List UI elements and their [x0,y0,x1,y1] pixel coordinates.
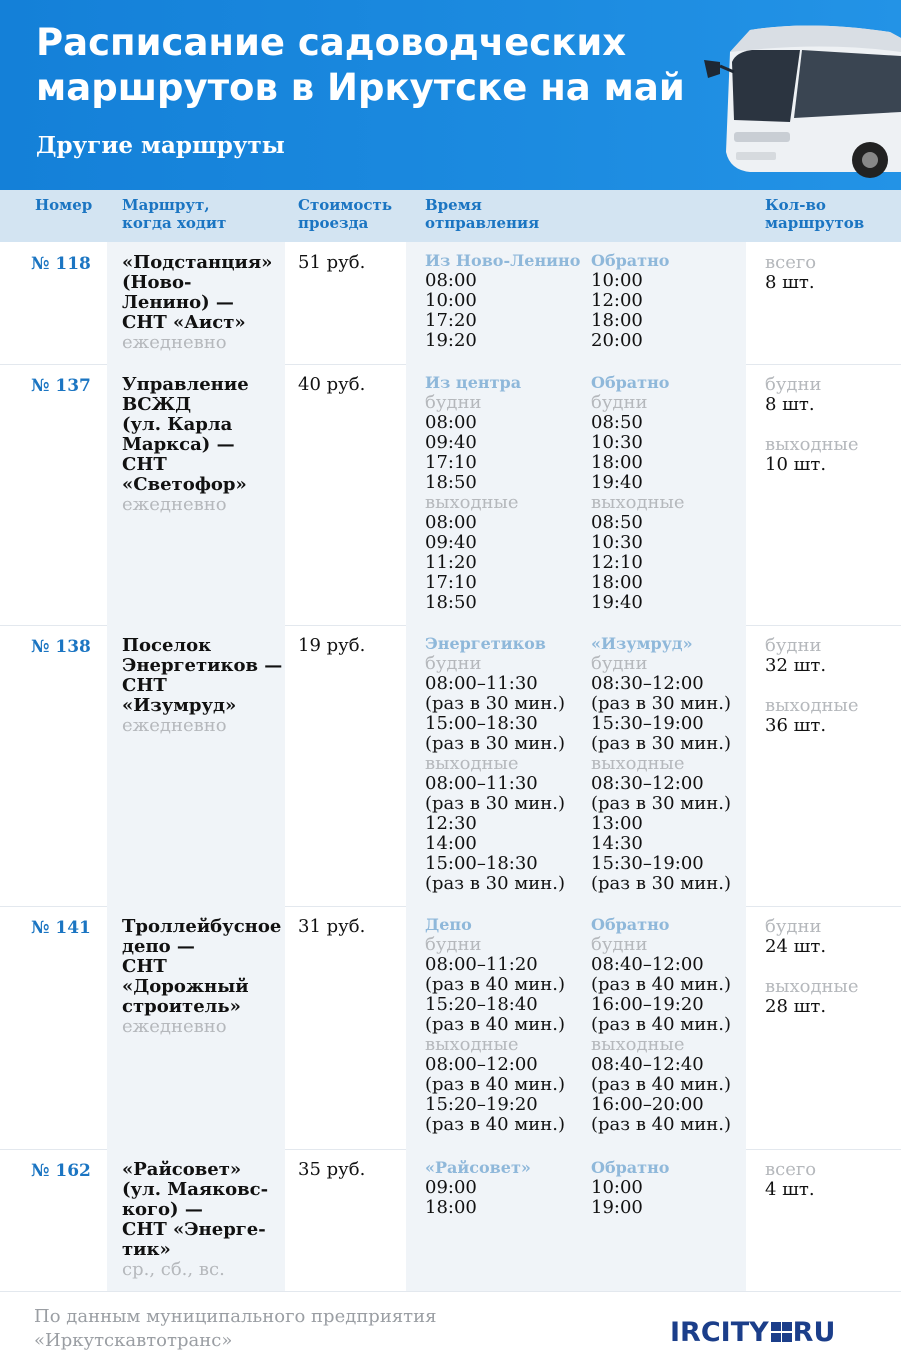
route-price: 31 руб. [298,916,366,937]
route-days: ежедневно [122,1016,227,1037]
route-name-line: строитель» [122,996,241,1017]
route-count [765,636,859,736]
direction-title: Из Ново-Ленино [425,251,581,270]
departure-time: 19:40 [591,472,643,493]
day-type-label: выходные [591,492,685,513]
route-days: ежедневно [122,494,227,515]
route-name-line: СНТ «Аист» [122,312,246,333]
departure-time: 17:10 [425,452,477,473]
count-value: 4 шт. [765,1179,815,1200]
count-label: выходные [765,976,859,997]
route-name-line: (ул. Карла [122,414,233,435]
header-banner [0,0,901,190]
day-type-label: будни [591,934,648,955]
departure-times-return [591,915,731,1135]
departure-time: 15:20–19:20 [425,1094,538,1115]
departure-time: 10:00 [425,290,477,311]
route-number: № 138 [31,637,91,657]
route-name [122,253,272,353]
departure-time: 08:00–11:30 [425,673,538,694]
departure-time: 18:00 [591,572,643,593]
route-name-line: (Ново- [122,272,192,293]
count-label: всего [765,1159,817,1180]
route-count [765,253,816,293]
logo-squares-icon [769,1321,793,1343]
departure-time: 17:20 [425,310,477,331]
departure-time: 08:30–12:00 [591,673,704,694]
departure-times-outbound [425,373,521,613]
direction-title: «Райсовет» [425,1158,531,1177]
departure-time: 19:00 [591,1197,643,1218]
departure-times-outbound [425,915,565,1135]
col-route [122,196,226,232]
day-type-label: выходные [425,492,519,513]
route-name-line: СНТ [122,956,167,977]
departure-times-outbound [425,1158,531,1218]
direction-title: Обратно [591,251,670,270]
route-name [122,636,282,736]
departure-times-return [591,634,731,894]
departure-time: (раз в 30 мин.) [425,873,566,894]
count-value: 8 шт. [765,394,815,415]
day-type-label: будни [425,392,482,413]
col-count [765,196,864,232]
direction-title: Из центра [425,373,522,392]
departure-time: 16:00–19:20 [591,994,704,1015]
departure-time: 16:00–20:00 [591,1094,704,1115]
table-row [0,242,901,365]
source-note-line-2: «Иркутскавтотранс» [34,1330,233,1351]
direction-title: Обратно [591,373,670,392]
route-name-line: кого) — [122,1199,203,1220]
route-name-line: «Изумруд» [122,695,237,716]
page-title-line-2: маршрутов в Иркутске на май [36,66,685,109]
departure-time: 10:00 [591,270,643,291]
count-value: 24 шт. [765,936,827,957]
count-value: 10 шт. [765,454,827,475]
departure-time: (раз в 30 мин.) [425,793,566,814]
day-type-label: выходные [425,753,519,774]
route-name-line: СНТ [122,675,167,696]
source-note [34,1305,437,1353]
departure-time: 15:00–18:30 [425,853,538,874]
departure-time: (раз в 30 мин.) [591,693,732,714]
source-note-line-1: По данным муниципального предприятия [34,1306,437,1327]
departure-time: 08:40–12:00 [591,954,704,975]
direction-title: Энергетиков [425,634,546,653]
day-type-label: будни [591,653,648,674]
departure-time: (раз в 40 мин.) [591,1014,732,1035]
departure-time: (раз в 30 мин.) [591,873,732,894]
direction-title: Депо [425,915,472,934]
route-name-line: Поселок [122,635,212,656]
route-name [122,375,249,515]
route-name-line: «Дорожный [122,976,249,997]
departure-time: 18:50 [425,472,477,493]
departure-time: 10:30 [591,532,643,553]
departure-time: (раз в 40 мин.) [591,974,732,995]
day-type-label: выходные [591,1034,685,1055]
departure-time: 18:00 [591,452,643,473]
direction-title: Обратно [591,1158,670,1177]
route-days: ежедневно [122,332,227,353]
departure-time: 10:30 [591,432,643,453]
departure-time: 09:00 [425,1177,477,1198]
route-name-line: СНТ «Энерге- [122,1219,266,1240]
route-name-line: ВСЖД [122,394,192,415]
route-number: № 141 [31,918,91,938]
logo-left-text: IRCITY [670,1317,769,1348]
route-price: 35 руб. [298,1159,366,1180]
departure-time: (раз в 30 мин.) [425,693,566,714]
route-price: 51 руб. [298,252,366,273]
route-name-line: «Подстанция» [122,252,273,273]
route-name-line: Троллейбусное [122,916,282,937]
route-price: 40 руб. [298,374,366,395]
route-name-line: «Райсовет» [122,1159,242,1180]
day-type-label: будни [591,392,648,413]
departure-times-outbound [425,634,565,894]
departure-time: 19:40 [591,592,643,613]
route-name-line: Энергетиков — [122,655,283,676]
col-price [298,196,392,232]
route-name-line: СНТ [122,454,167,475]
departure-time: 08:00–11:20 [425,954,538,975]
route-name-line: тик» [122,1239,171,1260]
col-count-line-2: маршрутов [765,214,865,232]
col-route-line-2: когда ходит [122,214,227,232]
departure-time: (раз в 40 мин.) [425,974,566,995]
departure-time: 18:50 [425,592,477,613]
departure-time: 18:00 [425,1197,477,1218]
col-route-line-1: Маршрут, [122,196,210,214]
route-name-line: Ленино) — [122,292,234,313]
route-name [122,917,281,1037]
count-value: 28 шт. [765,996,827,1017]
day-type-label: выходные [425,1034,519,1055]
departure-time: 17:10 [425,572,477,593]
departure-time: (раз в 40 мин.) [591,1074,732,1095]
departure-time: 18:00 [591,310,643,331]
departure-time: (раз в 40 мин.) [425,1014,566,1035]
departure-time: 08:50 [591,412,643,433]
direction-title: Обратно [591,915,670,934]
route-days: ежедневно [122,715,227,736]
departure-time: (раз в 40 мин.) [591,1114,732,1135]
departure-time: 13:00 [591,813,643,834]
page-title-line-1: Расписание садоводческих [36,21,627,64]
departure-time: 15:30–19:00 [591,713,704,734]
count-label: будни [765,916,822,937]
table-header [0,190,901,242]
departure-time: 15:00–18:30 [425,713,538,734]
col-time-line-1: Время [425,196,482,214]
route-number: № 162 [31,1161,91,1181]
route-name-line: Управление [122,374,249,395]
route-name [122,1160,268,1280]
departure-times-return [591,373,685,613]
count-value: 36 шт. [765,715,827,736]
route-number: № 118 [31,254,91,274]
departure-time: 12:00 [591,290,643,311]
route-name-line: депо — [122,936,195,957]
day-type-label: будни [425,653,482,674]
table-row [0,364,901,626]
departure-time: 08:00 [425,412,477,433]
ircity-logo [670,1317,835,1348]
departure-time: (раз в 30 мин.) [591,733,732,754]
departure-time: (раз в 30 мин.) [591,793,732,814]
day-type-label: будни [425,934,482,955]
departure-time: 11:20 [425,552,477,573]
col-price-line-2: проезда [298,214,369,232]
day-type-label: выходные [591,753,685,774]
bus-icon [690,12,901,182]
departure-times-outbound [425,251,580,351]
page-title [36,20,696,110]
departure-time: 08:30–12:00 [591,773,704,794]
departure-time: 10:00 [591,1177,643,1198]
departure-time: (раз в 40 мин.) [425,1074,566,1095]
route-days: ср., сб., вс. [122,1259,225,1280]
page-subtitle: Другие маршруты [36,132,285,159]
route-count [765,917,859,1017]
col-price-line-1: Стоимость [298,196,393,214]
departure-time: 08:00–11:30 [425,773,538,794]
col-number: Номер [35,196,93,214]
count-label: выходные [765,695,859,716]
departure-time: 15:30–19:00 [591,853,704,874]
col-time [425,196,539,232]
departure-time: 08:40–12:40 [591,1054,704,1075]
departure-time: (раз в 40 мин.) [425,1114,566,1135]
departure-time: 08:00–12:00 [425,1054,538,1075]
departure-time: 14:30 [591,833,643,854]
departure-time: 15:20–18:40 [425,994,538,1015]
count-label: будни [765,374,822,395]
route-price: 19 руб. [298,635,366,656]
count-value: 32 шт. [765,655,827,676]
route-name-line: Маркса) — [122,434,235,455]
departure-time: 20:00 [591,330,643,351]
departure-time: 12:10 [591,552,643,573]
count-label: будни [765,635,822,656]
departure-time: 08:50 [591,512,643,533]
route-count [765,375,859,475]
col-count-line-1: Кол-во [765,196,826,214]
route-count [765,1160,816,1200]
departure-time: 19:20 [425,330,477,351]
departure-time: 08:00 [425,512,477,533]
departure-times-return [591,251,669,351]
col-time-line-2: отправления [425,214,540,232]
count-label: всего [765,252,817,273]
logo-right-text: RU [792,1317,836,1348]
route-name-line: (ул. Маяковс- [122,1179,269,1200]
count-label: выходные [765,434,859,455]
route-number: № 137 [31,376,91,396]
route-name-line: «Светофор» [122,474,247,495]
table-row [0,625,901,907]
departure-time: 12:30 [425,813,477,834]
departure-time: (раз в 30 мин.) [425,733,566,754]
departure-time: 14:00 [425,833,477,854]
direction-title: «Изумруд» [591,634,693,653]
departure-time: 09:40 [425,532,477,553]
departure-time: 09:40 [425,432,477,453]
table-row [0,1149,901,1292]
departure-time: 08:00 [425,270,477,291]
count-value: 8 шт. [765,272,815,293]
table-row [0,906,901,1150]
departure-times-return [591,1158,669,1218]
